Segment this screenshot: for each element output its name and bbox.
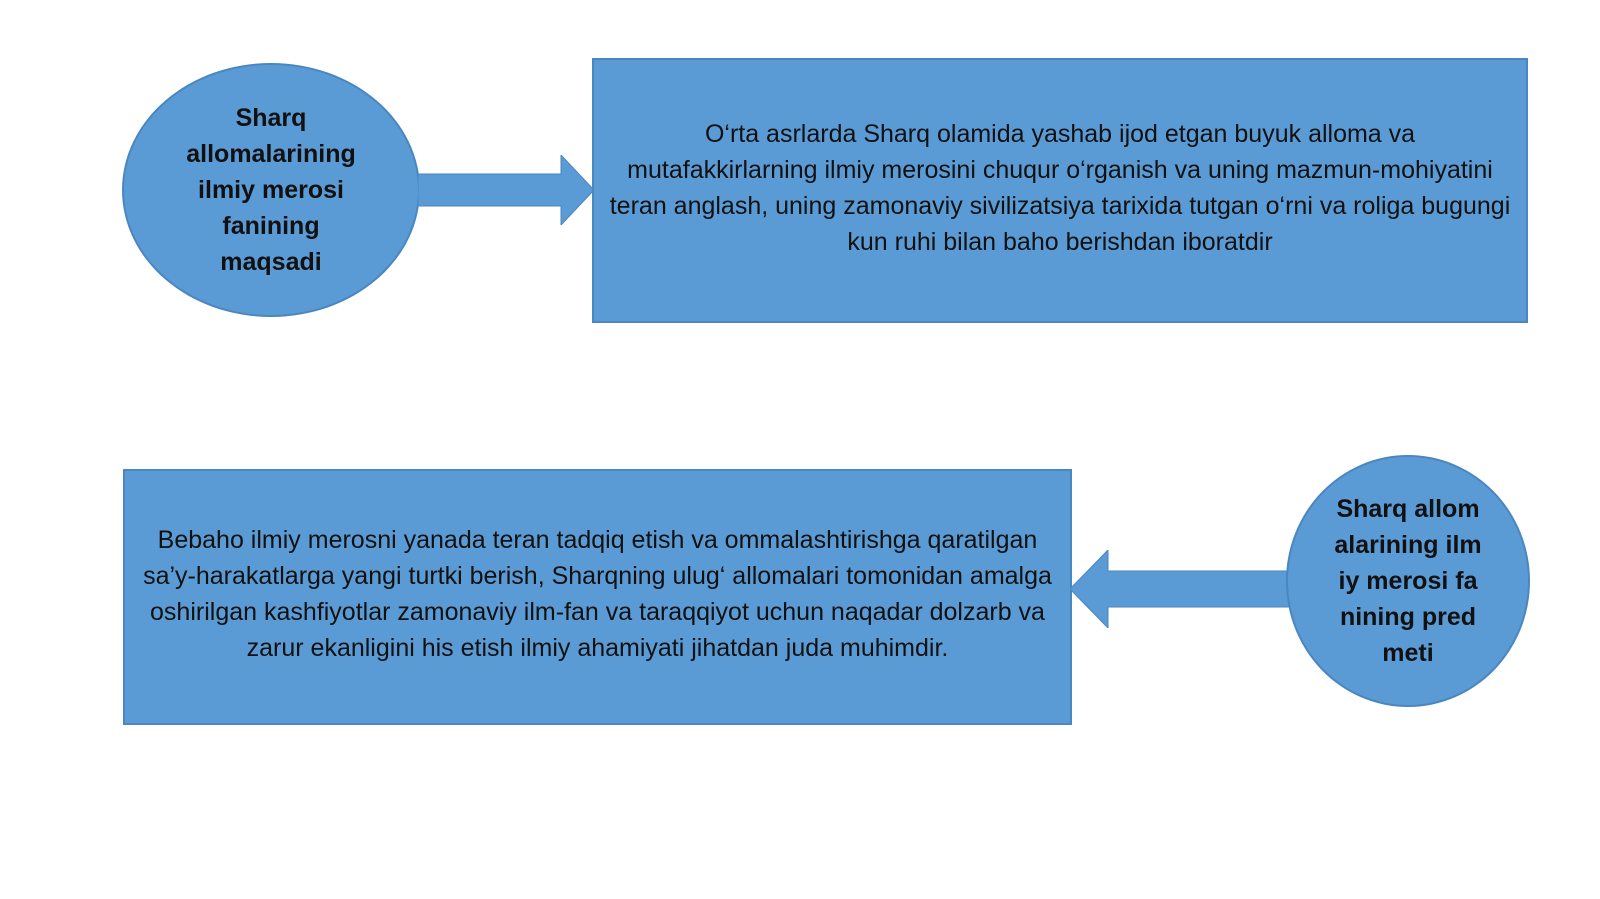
goal-description-text: O‘rta asrlarda Sharq olamida yashab ijod etgan buyuk alloma va mutafakkirlarning ilmiy merosini chuqur o‘rganish va uning mazmun-mohiyatini teran anglash, uning zamonaviy sivilizatsiya tarixida tutgan o‘rni va roliga bugungi kun ruhi bilan baho berishdan iboratdir	[609, 119, 1511, 256]
left-arrow	[1070, 550, 1292, 628]
right-arrow	[418, 155, 596, 225]
goal-oval-label: Sharq allomalarining ilmiy merosi fanining maqsadi	[186, 104, 356, 276]
goal-oval	[122, 63, 420, 317]
subject-description-box	[123, 469, 1072, 725]
subject-description-text: Bebaho ilmiy merosni yanada teran tadqiq etish va ommalashtirishga qaratilgan sa’y-harakatlarga yangi turtki berish, Sharqning ulug‘ allomalari tomonidan amalga oshirilgan kashfiyotlar zamonaviy ilm-fan va taraqqiyot uchun naqadar dolzarb va zarur ekanligini his etish ilmiy ahamiyati jihatdan juda muhimdir.	[143, 526, 1052, 662]
subject-oval	[1286, 455, 1530, 707]
goal-description-box	[592, 58, 1528, 323]
subject-oval-label: Sharq allomalarining ilmiy merosi fanining predmeti	[1334, 495, 1482, 667]
